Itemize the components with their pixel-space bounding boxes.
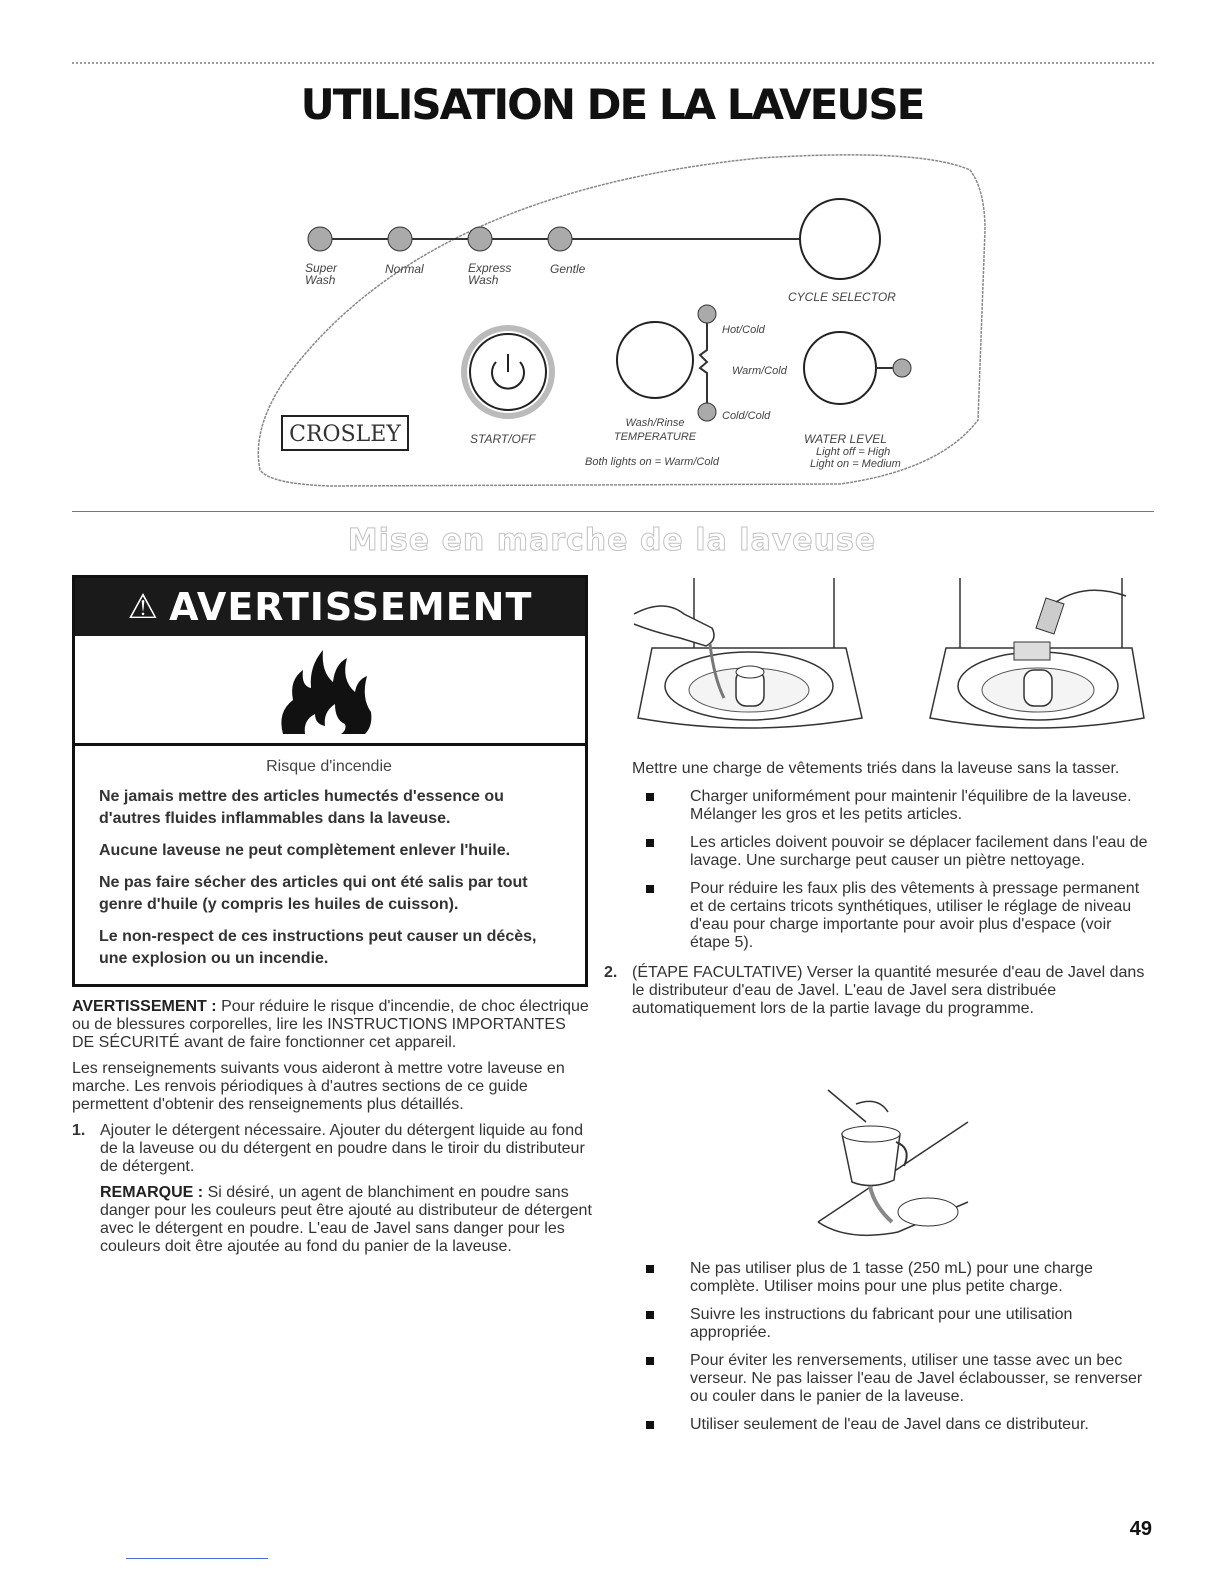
load-bullets — [632, 788, 1152, 952]
right-column — [604, 760, 1152, 1026]
step-1 — [72, 1122, 592, 1256]
powder-detergent-illustration — [926, 578, 1152, 738]
step-2-text: (ÉTAPE FACULTATIVE) Verser la quantité mesurée d'eau de Javel dans le distributeur d'eau de Javel. L'eau de Javel sera distribuée automatiquement lors de la partie lavage du programme. — [632, 964, 1145, 1017]
warning-line: Le non-respect de ces instructions peut causer un décès, une explosion ou un incendie. — [99, 928, 537, 967]
control-panel-diagram — [240, 150, 1000, 500]
list-item: Ne pas utiliser plus de 1 tasse (250 mL) pour une charge complète. Utiliser moins pour une plus petite charge. — [690, 1260, 1152, 1296]
page-number: 49 — [1129, 1518, 1152, 1540]
intro-paragraph: Les renseignements suivants vous aideront à mettre votre laveuse en marche. Les renvois périodiques à d'autres sections de ce guide permettent d'obtenir des renseignements plus détaillés. — [72, 1060, 565, 1113]
list-item: Charger uniformément pour maintenir l'équilibre de la laveuse. Mélanger les gros et les petits articles. — [690, 788, 1152, 824]
temperature-note: Both lights on = Warm/Cold — [585, 456, 719, 468]
list-item: Pour éviter les renversements, utiliser une tasse avec un bec verseur. Ne pas laisser l'eau de Javel éclabousser, se renverser ou couler dans le panier de la laveuse. — [690, 1352, 1152, 1406]
load-paragraph: Mettre une charge de vêtements triés dans la laveuse sans la tasser. — [632, 760, 1120, 777]
warning-line: Aucune laveuse ne peut complètement enlever l'huile. — [99, 842, 511, 859]
warning-header — [75, 578, 585, 636]
temp-hot-cold: Hot/Cold — [722, 324, 765, 336]
safety-text: Pour réduire le risque d'incendie, de choc électrique ou de blessures corporelles, lire les INSTRUCTIONS IMPORTANTES DE SÉCURITÉ avant de faire fonctionner cet appareil. — [72, 998, 589, 1051]
cycle-label-express-wash: Express Wash — [468, 261, 512, 287]
left-column — [72, 998, 592, 1264]
water-note-high: Light off = High — [816, 446, 891, 458]
safety-paragraph — [72, 998, 592, 1052]
list-item: Les articles doivent pouvoir se déplacer facilement dans l'eau de lavage. Une surcharge peut causer un piètre nettoyage. — [690, 834, 1152, 870]
fire-icon — [275, 642, 375, 738]
temperature-label: Wash/Rinse TEMPERATURE — [613, 417, 697, 443]
cycle-label-gentle: Gentle — [550, 262, 586, 276]
temp-warm-cold: Warm/Cold — [732, 365, 787, 377]
section-heading: Mise en marche de la laveuse — [347, 523, 877, 558]
warning-line: Ne pas faire sécher des articles qui ont été salis par tout genre d'huile (y compris les huiles de cuisson). — [99, 874, 528, 913]
temp-cold-cold: Cold/Cold — [722, 410, 771, 422]
svg-text:CROSLEY: CROSLEY — [289, 422, 401, 447]
list-item: Pour réduire les faux plis des vêtements à pressage permanent et de certains tricots synthétiques, utiliser le réglage de niveau d'eau pour charge importante pour avoir plus d'espace (voir étape 5). — [690, 880, 1152, 952]
step-number: 2. — [604, 964, 618, 981]
footer-rule — [126, 1558, 268, 1559]
warning-triangle-icon: ⚠ — [127, 587, 160, 627]
cycle-label-super-wash: Super Wash — [305, 261, 338, 287]
remark-label: REMARQUE : — [100, 1184, 204, 1201]
top-dotted-rule — [72, 62, 1154, 64]
step-1-text: Ajouter le détergent nécessaire. Ajouter du détergent liquide au fond de la laveuse ou du détergent en poudre dans le tiroir du distributeur de détergent. — [100, 1122, 585, 1175]
bleach-tips — [632, 1260, 1152, 1446]
risk-label: Risque d'incendie — [266, 758, 392, 775]
warning-box — [72, 575, 588, 987]
liquid-detergent-illustration — [624, 578, 874, 738]
remark-text: Si désiré, un agent de blanchiment en poudre sans danger pour les couleurs peut être ajouté au distributeur de détergent avec le détergent en poudre. L'eau de Javel sans danger pour les couleurs doit être ajoutée au fond du panier de la laveuse. — [100, 1184, 592, 1255]
cycle-label-normal: Normal — [385, 262, 424, 276]
step-2 — [604, 964, 1152, 1018]
water-level-label: WATER LEVEL — [804, 432, 887, 446]
bleach-bullets — [632, 1260, 1152, 1434]
step-number: 1. — [72, 1122, 86, 1139]
bleach-pouring-illustration — [808, 1082, 978, 1252]
water-note-medium: Light on = Medium — [810, 458, 901, 470]
remark-paragraph — [100, 1184, 592, 1256]
safety-label: AVERTISSEMENT : — [72, 998, 217, 1015]
cycle-selector-label: CYCLE SELECTOR — [788, 290, 896, 304]
fire-hazard-area — [75, 636, 585, 746]
list-item: Utiliser seulement de l'eau de Javel dans ce distributeur. — [690, 1416, 1152, 1434]
warning-line: Ne jamais mettre des articles humectés d'essence ou d'autres fluides inflammables dans la laveuse. — [99, 788, 504, 827]
page-title: UTILISATION DE LA LAVEUSE — [300, 80, 924, 129]
list-item: Suivre les instructions du fabricant pour une utilisation appropriée. — [690, 1306, 1152, 1342]
start-off-label: START/OFF — [470, 432, 536, 446]
warning-header-text: AVERTISSEMENT — [169, 585, 533, 629]
section-divider — [72, 511, 1154, 512]
